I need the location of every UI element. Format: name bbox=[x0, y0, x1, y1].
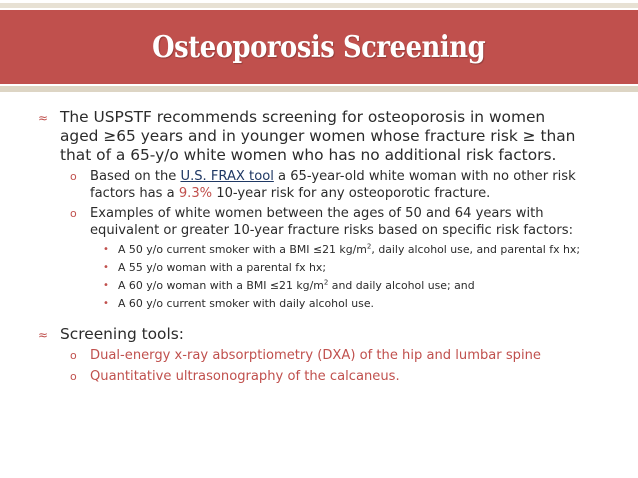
title-rule-top bbox=[0, 3, 638, 8]
circle-bullet-icon: o bbox=[70, 369, 77, 383]
circle-bullet-icon: o bbox=[70, 349, 77, 362]
examples-text: Examples of white women between the ages of 50 and 64 years with equivalent or greater 10-year fracture risks based on specific risk factors: bbox=[90, 206, 574, 238]
circle-bullet-icon: o bbox=[70, 207, 77, 220]
frax-tool-link[interactable]: U.S. FRAX tool bbox=[180, 169, 274, 184]
superscript: 2 bbox=[323, 278, 329, 287]
bullet-uspstf bbox=[0, 108, 638, 165]
sub-bullet-examples bbox=[0, 206, 638, 239]
bullet-icon: ≈ bbox=[38, 111, 49, 125]
dot-bullet-icon: • bbox=[103, 244, 109, 255]
superscript: 2 bbox=[366, 242, 372, 251]
list-item bbox=[0, 261, 638, 275]
bullet-icon: ≈ bbox=[38, 328, 49, 342]
item-text: A 60 y/o current smoker with daily alcohol use. bbox=[118, 297, 374, 310]
bullet-screening-tools bbox=[0, 325, 638, 344]
item-text: A 55 y/o woman with a parental fx hx; bbox=[118, 261, 327, 274]
list-item bbox=[0, 243, 638, 257]
item-text: A 50 y/o current smoker with a BMI ≤21 kg/m bbox=[118, 243, 367, 256]
frax-text-3: 10-year risk for any osteoporotic fracture. bbox=[212, 185, 491, 201]
sub-bullet-frax bbox=[0, 169, 638, 202]
dxa-text: Dual-energy x-ray absorptiometry (DXA) of the hip and lumbar spine bbox=[90, 348, 541, 363]
frax-text-2: a 65-year-old white woman with no other risk factors has a bbox=[90, 169, 576, 201]
item-text-post: and daily alcohol use; and bbox=[328, 279, 475, 292]
item-text: A 60 y/o woman with a BMI ≤21 kg/m bbox=[118, 279, 324, 292]
bullet-text: The USPSTF recommends screening for osteoporosis in women aged ≥65 years and in younger women whose fracture risk ≥ than that of a 65-y/o white women who has no additional risk factors. bbox=[60, 108, 576, 164]
slide-body bbox=[0, 108, 638, 385]
circle-bullet-icon: o bbox=[70, 170, 77, 183]
item-text-post: , daily alcohol use, and parental fx hx; bbox=[371, 243, 581, 256]
bullet-text: Screening tools: bbox=[60, 325, 184, 343]
list-item bbox=[0, 297, 638, 311]
ultrasound-text: Quantitative ultrasonography of the calcaneus. bbox=[90, 368, 400, 384]
sub-bullet-ultrasound bbox=[0, 369, 638, 386]
dot-bullet-icon: • bbox=[103, 280, 109, 291]
title-rule-bottom bbox=[0, 86, 638, 92]
dot-bullet-icon: • bbox=[103, 262, 109, 273]
frax-text-1: Based on the bbox=[90, 169, 181, 184]
dot-bullet-icon: • bbox=[103, 298, 109, 309]
risk-value: 9.3% bbox=[178, 185, 213, 201]
title-bar bbox=[0, 10, 638, 84]
slide-title: Osteoporosis Screening bbox=[152, 29, 486, 65]
sub-bullet-dxa bbox=[0, 348, 638, 365]
list-item bbox=[0, 279, 638, 293]
